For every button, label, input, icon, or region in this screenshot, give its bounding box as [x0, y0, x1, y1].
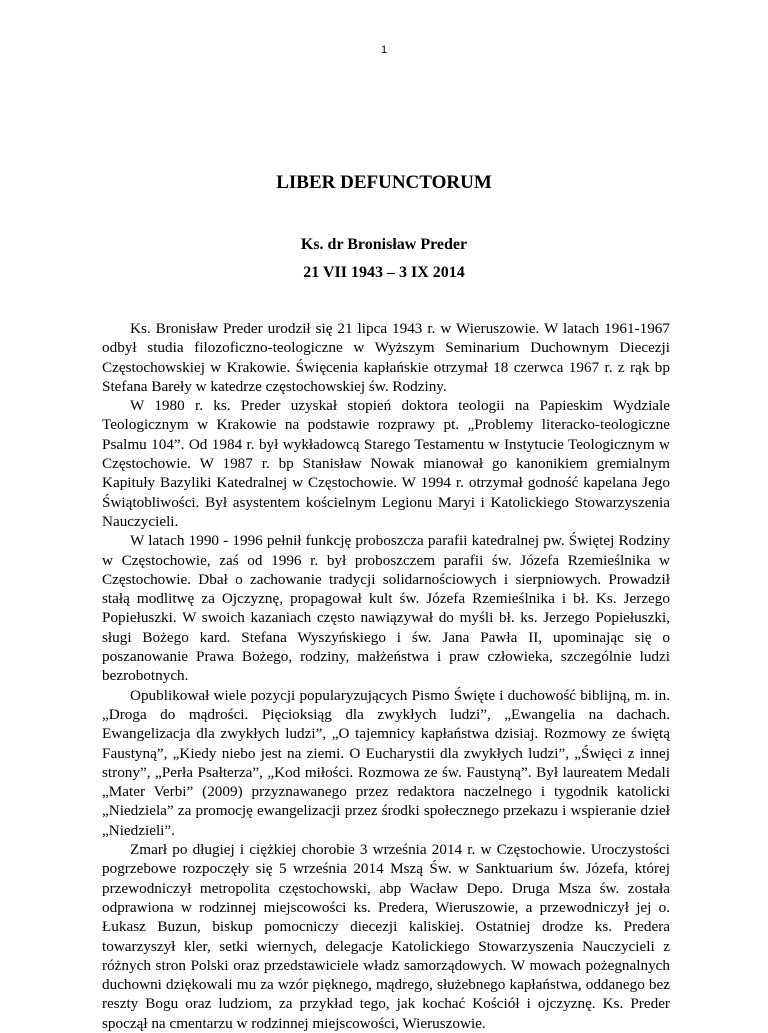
- paragraph-parish-ministry: W latach 1990 - 1996 pełnił funkcję proboszcza parafii katedralnej pw. Świętej Rodziny w Częstochowie, zaś od 1996 r. był proboszczem parafii św. Józefa Rzemieślnika w Częstochowie. Dbał o zachowanie tradycji solidarnościowych i sierpniowych. Prowadził stałą modlitwę za Ojczyznę, propagował kult św. Józefa Rzemieślnika i bł. Ks. Jerzego Popiełuszki. W swoich kazaniach często nawiązywał do myśli bł. ks. Jerzego Popiełuszki, sługi Bożego kard. Stefana Wyszyńskiego i św. Jana Pawła II, upominając się o poszanowanie Prawa Bożego, rodziny, małżeństwa i praw człowieka, szczególnie ludzi bezrobotnych.: [102, 532, 670, 685]
- paragraph-doctorate: W 1980 r. ks. Preder uzyskał stopień doktora teologii na Papieskim Wydziale Teologicznym w Krakowie na podstawie rozprawy pt. „Problemy literacko-teologiczne Psalmu 104”. Od 1984 r. był wykładowcą Starego Testamentu w Instytucie Teologicznym w Częstochowie. W 1987 r. bp Stanisław Nowak mianował go kanonikiem gremialnym Kapituły Bazyliki Katedralnej w Częstochowie. W 1994 r. otrzymał godność kapelana Jego Świątobliwości. Był asystentem kościelnym Legionu Maryi i Katolickiego Stowarzyszenia Nauczycieli.: [102, 397, 670, 530]
- obituary-body: [102, 319, 670, 1033]
- document-title: LIBER DEFUNCTORUM: [276, 172, 492, 193]
- author-heading: Ks. dr Bronisław Preder: [300, 236, 468, 253]
- paragraph-publications: Opublikował wiele pozycji popularyzujących Pismo Święte i duchowość biblijną, m. in. „Droga do mądrości. Pięcioksiąg dla zwykłych ludzi”, „Ewangelia na dachach. Ewangelizacja dla zwykłych ludzi”, „O tajemnicy kapłaństwa dzisiaj. Rozmowy ze świętą Faustyną”, „Kiedy niebo jest na ziemi. O Eucharystii dla zwykłych ludzi”, „Święci z innej strony”, „Perła Psałterza”, „Kod miłości. Rozmowa ze św. Faustyną”. Był laureatem Medali „Mater Verbi” (2009) przyznawanego przez redaktora naczelnego i tygodnik katolicki „Niedziela” za promocję ewangelizacji przez środki społecznego przekazu i wspieranie dzieł „Niedzieli”.: [102, 686, 670, 839]
- paragraph-biography: Ks. Bronisław Preder urodził się 21 lipca 1943 r. w Wieruszowie. W latach 1961-1967 odbył studia filozoficzno-teologiczne w Wyższym Seminarium Duchownym Diecezji Częstochowskiej w Krakowie. Święcenia kapłańskie otrzymał 18 czerwca 1967 r. z rąk bp Stefana Bareły w katedrze częstochowskiej św. Rodziny.: [102, 320, 670, 395]
- life-dates-heading: 21 VII 1943 – 3 IX 2014: [303, 264, 465, 281]
- page-number: 1: [380, 44, 388, 56]
- paragraph-death-funeral: Zmarł po długiej i ciężkiej chorobie 3 września 2014 r. w Częstochowie. Uroczystości pogrzebowe rozpoczęły się 5 września 2014 Mszą Św. w Sanktuarium św. Józefa, której przewodniczył metropolita częstochowski, abp Wacław Depo. Druga Msza św. została odprawiona w rodzinnej miejscowości ks. Predera, Wieruszowie, a przewodniczył jej o. Łukasz Buzun, biskup pomocniczy diecezji kaliskiej. Ostatniej drodze ks. Predera towarzyszył kler, setki wiernych, delegacje Katolickiego Stowarzyszenia Nauczycieli z różnych stron Polski oraz przedstawiciele władz samorządowych. W mowach pożegnalnych duchowni dziękowali mu za wzór pięknego, mądrego, służebnego kapłaństwa, oddanego bez reszty Bogu oraz ludziom, za przykład tego, jak kochać Kościół i ojczyznę. Ks. Preder spoczął na cmentarzu w rodzinnej miejscowości, Wieruszowie.: [102, 841, 670, 1032]
